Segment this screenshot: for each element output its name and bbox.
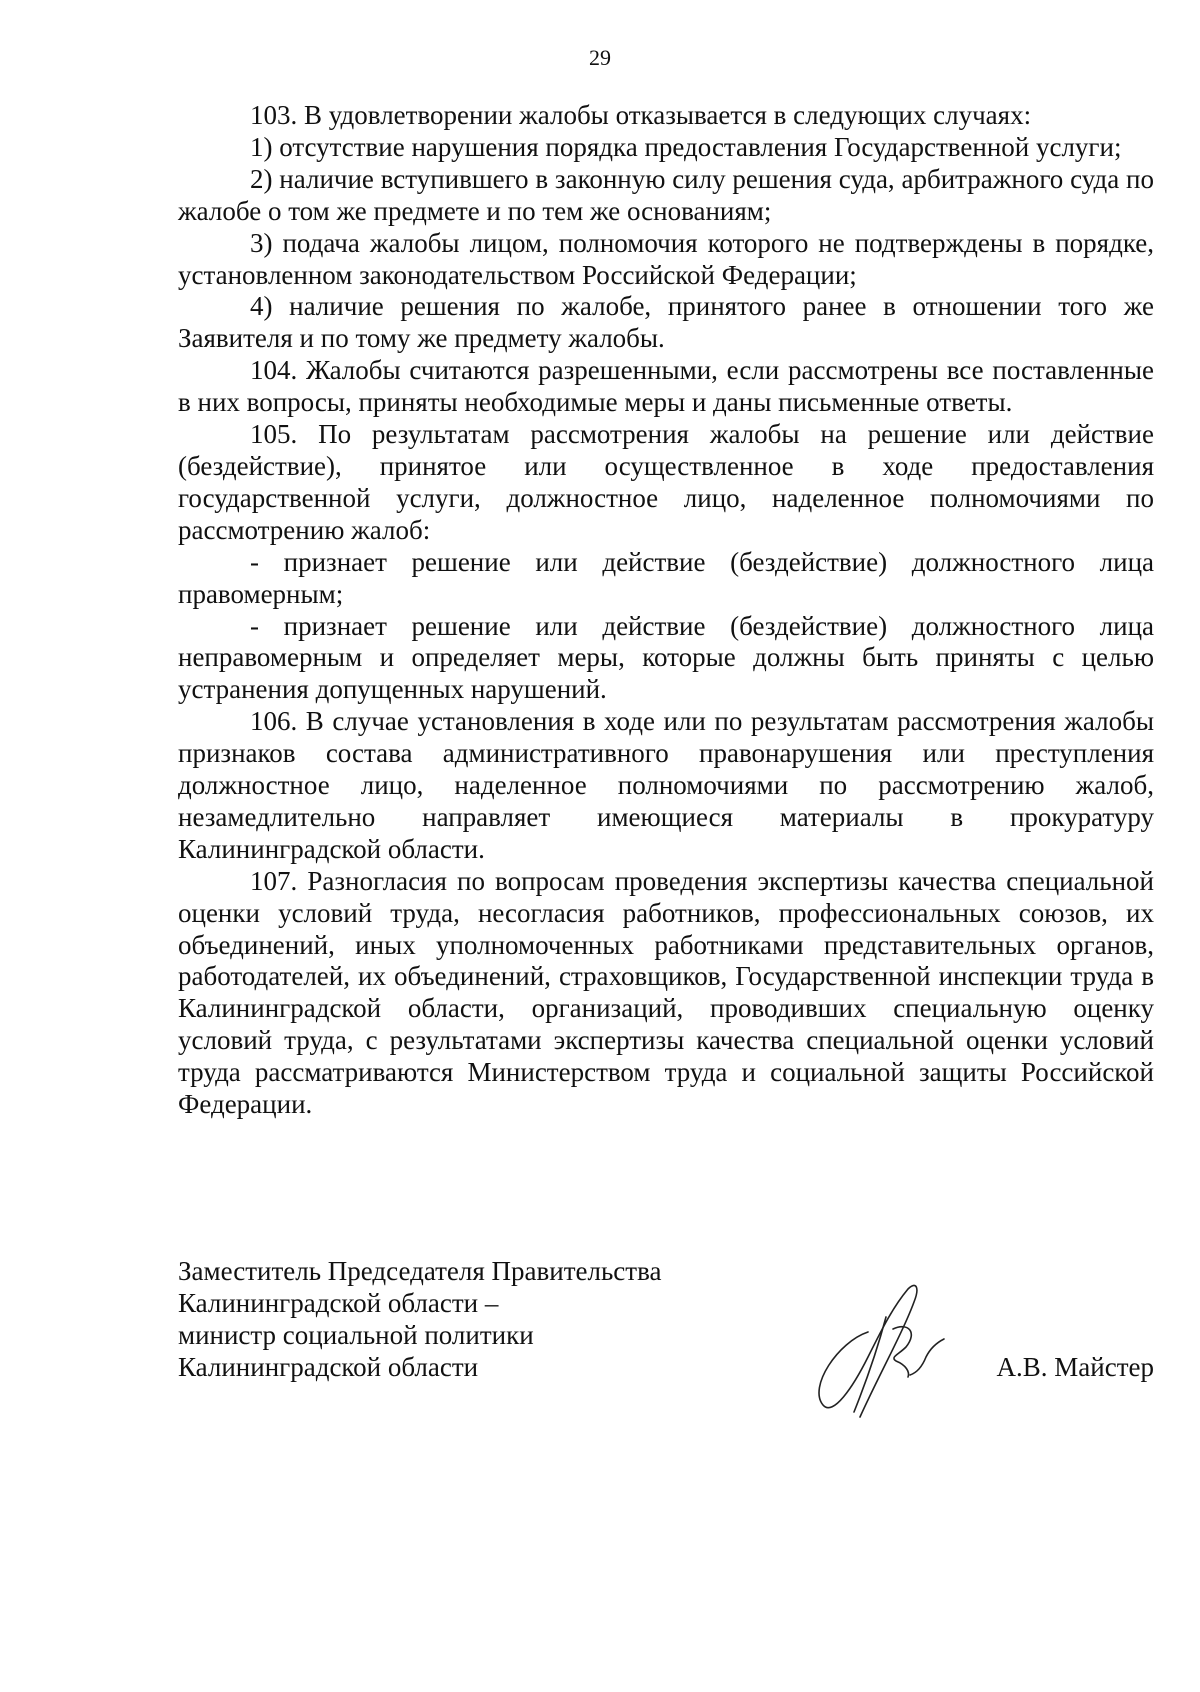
signer-title-line: Калининградской области <box>178 1352 479 1382</box>
paragraph-103-item-3: 3) подача жалобы лицом, полномочия которого не подтверждены в порядке, установленном законодательством Российской Федерации; <box>178 227 1154 290</box>
signer-title-line: Заместитель Председателя Правительства <box>178 1256 662 1286</box>
signer-title <box>178 1255 661 1383</box>
paragraph-103-item-1: 1) отсутствие нарушения порядка предоставления Государственной услуги; <box>250 131 1122 162</box>
paragraph-105-item-1: - признает решение или действие (бездействие) должностного лица правомерным; <box>178 546 1154 609</box>
paragraph-103-item-2: 2) наличие вступившего в законную силу решения суда, арбитражного суда по жалобе о том же предмете и по тем же основаниям; <box>178 163 1154 226</box>
paragraph-105-item-2: - признает решение или действие (бездействие) должностного лица неправомерным и определяет меры, которые должны быть приняты с целью устранения допущенных нарушений. <box>178 610 1154 705</box>
paragraph-105: 105. По результатам рассмотрения жалобы на решение или действие (бездействие), принятое или осуществленное в ходе предоставления государственной услуги, должностное лицо, наделенное полномочиями по рассмотрению жалоб: <box>178 419 1154 545</box>
paragraph-106: 106. В случае установления в ходе или по результатам рассмотрения жалобы признаков состава административного правонарушения или преступления должностное лицо, наделенное полномочиями по рассмотрению жалоб, незамедлительно направляет имеющиеся материалы в прокуратуру Калининградской области. <box>178 706 1154 864</box>
paragraph-107: 107. Разногласия по вопросам проведения экспертизы качества специальной оценки условий труда, несогласия работников, профессиональных союзов, их объединений, иных уполномоченных работниками представительных органов, работодателей, их объединений, страховщиков, Государственной инспекции труда в Калининградской области, организаций, проводивших специальную оценку условий труда, с результатами экспертизы качества специальной оценки условий труда рассматриваются Министерством труда и социальной защиты Российской Федерации. <box>178 865 1154 1120</box>
handwritten-signature <box>798 1277 958 1422</box>
page-number: 29 <box>589 45 611 70</box>
paragraph-104: 104. Жалобы считаются разрешенными, если рассмотрены все поставленные в них вопросы, приняты необходимые меры и даны письменные ответы. <box>178 355 1154 418</box>
paragraph-103: 103. В удовлетворении жалобы отказывается в следующих случаях: <box>250 100 1032 130</box>
signer-title-line: министр социальной политики <box>178 1320 534 1350</box>
signer-name: А.В. Майстер <box>996 1352 1154 1382</box>
paragraph-103-item-4: 4) наличие решения по жалобе, принятого ранее в отношении того же Заявителя и по тому же предмету жалобы. <box>178 291 1154 354</box>
document-body <box>178 100 1154 1121</box>
signer-title-line: Калининградской области – <box>178 1288 499 1318</box>
signature-block <box>178 1255 1154 1425</box>
